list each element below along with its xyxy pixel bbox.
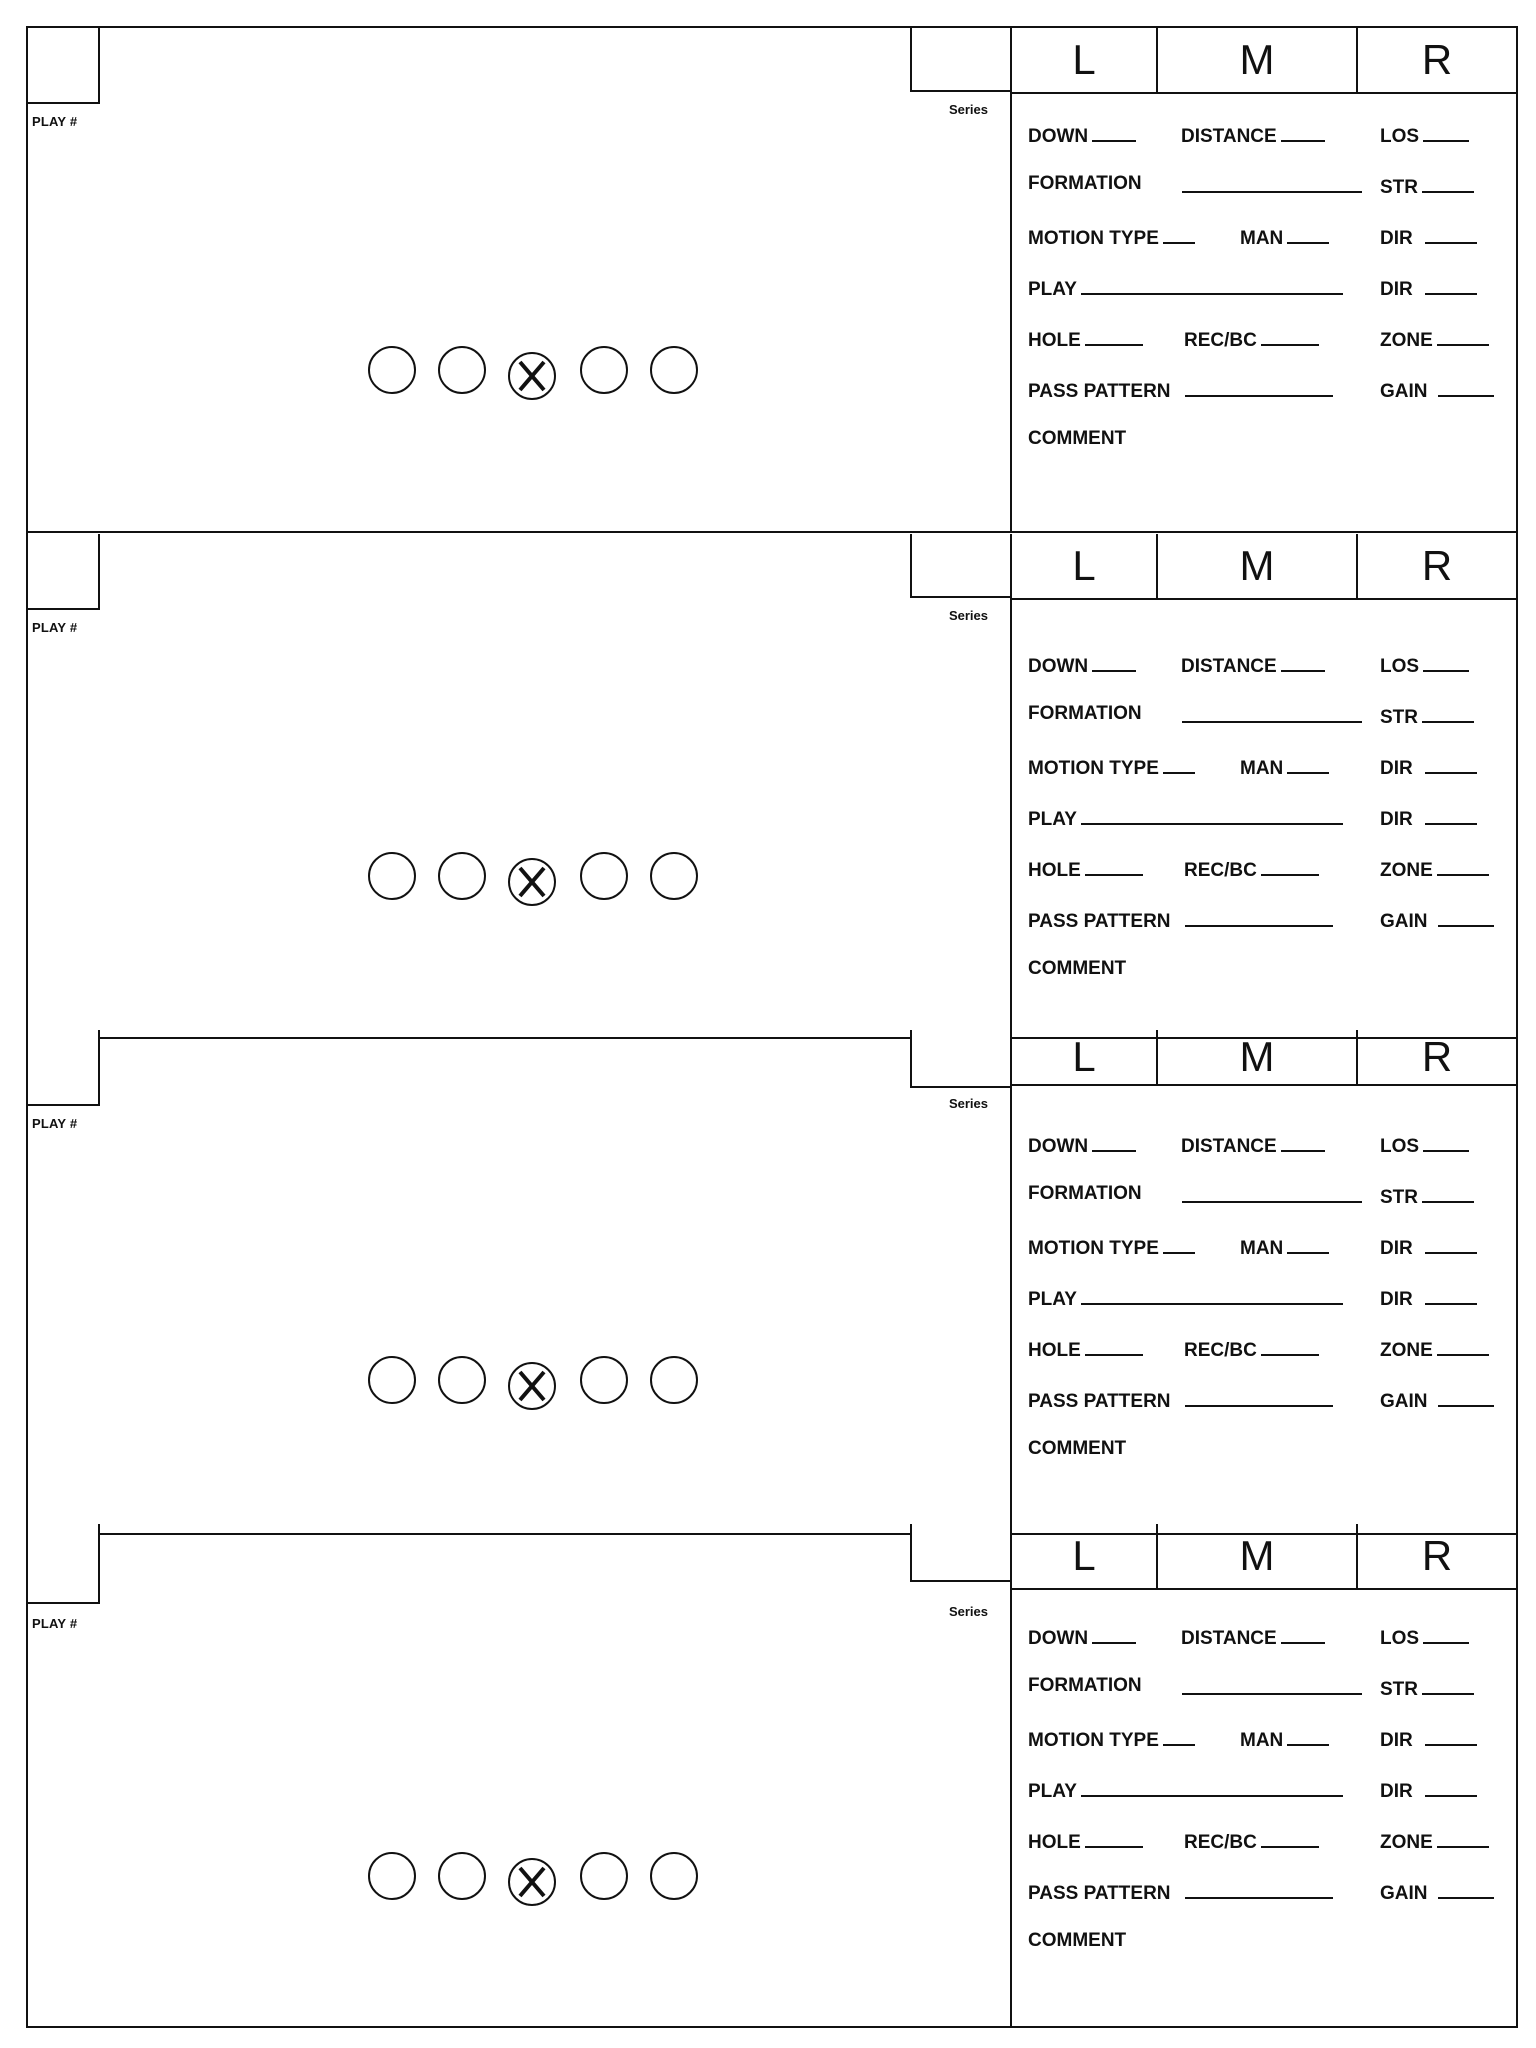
comment-label[interactable]: COMMENT xyxy=(1028,1930,1127,1951)
formation-field[interactable] xyxy=(1182,1183,1362,1203)
field-row-play xyxy=(1028,1777,1508,1828)
play-diagram-area[interactable] xyxy=(28,534,1012,1037)
str-label: STR xyxy=(1380,1679,1418,1700)
field-row-down xyxy=(1028,1624,1508,1675)
gain-field[interactable] xyxy=(1438,1387,1494,1407)
motion-type-label: MOTION TYPE xyxy=(1028,758,1159,779)
motion-type-label: MOTION TYPE xyxy=(1028,1238,1159,1259)
dir-label: DIR xyxy=(1380,228,1413,249)
field-row-comment xyxy=(1028,1438,1508,1489)
gain-label: GAIN xyxy=(1380,911,1428,932)
x-icon xyxy=(508,858,556,906)
x-icon xyxy=(508,352,556,400)
column-left[interactable]: L xyxy=(1012,28,1158,92)
los-label: LOS xyxy=(1380,1136,1420,1157)
field-row-pass xyxy=(1028,377,1508,428)
formation-label: FORMATION xyxy=(1028,1675,1142,1696)
motion-type-field[interactable] xyxy=(1163,1234,1195,1254)
play-card-1 xyxy=(28,28,1516,533)
str-label: STR xyxy=(1380,1187,1418,1208)
field-row-motion xyxy=(1028,224,1508,275)
down-label: DOWN xyxy=(1028,1628,1089,1649)
field-row-formation xyxy=(1028,1675,1508,1726)
man-label: MAN xyxy=(1240,228,1284,249)
series-box[interactable] xyxy=(910,1030,1010,1088)
column-right[interactable]: R xyxy=(1421,1033,1453,1080)
los-label: LOS xyxy=(1380,126,1420,147)
los-label: LOS xyxy=(1380,656,1420,677)
down-label: DOWN xyxy=(1028,656,1089,677)
play-number-label: PLAY # xyxy=(32,1616,78,1631)
distance-label: DISTANCE xyxy=(1181,126,1277,147)
distance-field[interactable] xyxy=(1281,1132,1325,1152)
play-card-2 xyxy=(28,534,1516,1039)
hole-label: HOLE xyxy=(1028,860,1081,881)
dir-field[interactable] xyxy=(1425,224,1477,244)
column-middle[interactable]: M xyxy=(1158,1030,1358,1084)
motion-type-field[interactable] xyxy=(1163,224,1195,244)
lineman-circle xyxy=(368,1356,416,1404)
play-dir-field[interactable] xyxy=(1425,275,1477,295)
play-dir-label: DIR xyxy=(1380,1289,1413,1310)
lineman-circle xyxy=(650,1356,698,1404)
pass-pattern-field[interactable] xyxy=(1185,1879,1333,1899)
offensive-line xyxy=(368,1356,748,1412)
pass-pattern-label: PASS PATTERN xyxy=(1028,911,1171,932)
rec-bc-label: REC/BC xyxy=(1184,860,1257,881)
series-label: Series xyxy=(948,1604,988,1619)
lineman-circle xyxy=(580,346,628,394)
lineman-circle xyxy=(438,346,486,394)
column-left[interactable]: L xyxy=(1012,1524,1158,1588)
distance-field[interactable] xyxy=(1281,652,1325,672)
man-field[interactable] xyxy=(1287,224,1329,244)
pass-pattern-label: PASS PATTERN xyxy=(1028,381,1171,402)
field-row-pass xyxy=(1028,1387,1508,1438)
zone-label: ZONE xyxy=(1380,330,1433,351)
zone-label: ZONE xyxy=(1380,860,1433,881)
column-left[interactable]: L xyxy=(1012,534,1158,598)
hole-field[interactable] xyxy=(1085,1336,1143,1356)
gain-label: GAIN xyxy=(1380,1883,1428,1904)
str-field[interactable] xyxy=(1422,1675,1474,1695)
man-label: MAN xyxy=(1240,758,1284,779)
field-row-comment xyxy=(1028,428,1508,479)
str-label: STR xyxy=(1380,177,1418,198)
play-label: PLAY xyxy=(1028,809,1077,830)
motion-type-field[interactable] xyxy=(1163,1726,1195,1746)
rec-bc-label: REC/BC xyxy=(1184,1340,1257,1361)
play-info-panel xyxy=(1012,534,1516,1037)
down-field[interactable] xyxy=(1092,1132,1136,1152)
los-label: LOS xyxy=(1380,1628,1420,1649)
column-right[interactable]: R xyxy=(1421,36,1453,83)
column-middle[interactable]: M xyxy=(1158,1524,1358,1588)
field-list xyxy=(1028,1132,1508,1489)
field-row-down xyxy=(1028,652,1508,703)
man-field[interactable] xyxy=(1287,1234,1329,1254)
play-number-box[interactable] xyxy=(28,1524,100,1604)
str-label: STR xyxy=(1380,707,1418,728)
rec-bc-label: REC/BC xyxy=(1184,1832,1257,1853)
dir-field[interactable] xyxy=(1425,1726,1477,1746)
play-card-3 xyxy=(28,1030,1516,1535)
center-x-marker xyxy=(508,1362,556,1410)
play-number-label: PLAY # xyxy=(32,620,78,635)
pass-pattern-field[interactable] xyxy=(1185,1387,1333,1407)
play-dir-label: DIR xyxy=(1380,279,1413,300)
lineman-circle xyxy=(580,1356,628,1404)
lineman-circle xyxy=(650,1852,698,1900)
field-row-hole xyxy=(1028,1336,1508,1387)
play-diagram-area[interactable] xyxy=(28,1030,1012,1533)
distance-field[interactable] xyxy=(1281,122,1325,142)
zone-field[interactable] xyxy=(1437,856,1489,876)
play-dir-label: DIR xyxy=(1380,809,1413,830)
lineman-circle xyxy=(580,1852,628,1900)
series-box[interactable] xyxy=(910,1524,1010,1582)
hole-label: HOLE xyxy=(1028,1340,1081,1361)
down-field[interactable] xyxy=(1092,122,1136,142)
gain-field[interactable] xyxy=(1438,377,1494,397)
hole-field[interactable] xyxy=(1085,1828,1143,1848)
field-row-formation xyxy=(1028,173,1508,224)
dir-field[interactable] xyxy=(1425,1234,1477,1254)
man-label: MAN xyxy=(1240,1238,1284,1259)
play-label: PLAY xyxy=(1028,1289,1077,1310)
column-middle[interactable]: M xyxy=(1158,28,1358,92)
hole-label: HOLE xyxy=(1028,1832,1081,1853)
field-row-motion xyxy=(1028,754,1508,805)
hole-field[interactable] xyxy=(1085,326,1143,346)
rec-bc-field[interactable] xyxy=(1261,1336,1319,1356)
field-row-comment xyxy=(1028,958,1508,1009)
dir-label: DIR xyxy=(1380,1730,1413,1751)
lineman-circle xyxy=(438,1356,486,1404)
pass-pattern-label: PASS PATTERN xyxy=(1028,1883,1171,1904)
field-row-hole xyxy=(1028,856,1508,907)
column-middle[interactable]: M xyxy=(1158,534,1358,598)
x-icon xyxy=(508,1858,556,1906)
field-row-hole xyxy=(1028,1828,1508,1879)
zone-field[interactable] xyxy=(1437,1828,1489,1848)
series-label: Series xyxy=(948,608,988,623)
play-number-label: PLAY # xyxy=(32,1116,78,1131)
rec-bc-field[interactable] xyxy=(1261,326,1319,346)
field-row-formation xyxy=(1028,703,1508,754)
play-card-4 xyxy=(28,1524,1516,2026)
formation-label: FORMATION xyxy=(1028,173,1142,194)
field-row-pass xyxy=(1028,1879,1508,1930)
field-list xyxy=(1028,1624,1508,1981)
play-field[interactable] xyxy=(1081,275,1343,295)
lmr-header xyxy=(1012,1030,1516,1086)
rec-bc-field[interactable] xyxy=(1261,1828,1319,1848)
field-row-motion xyxy=(1028,1726,1508,1777)
field-row-down xyxy=(1028,122,1508,173)
formation-field[interactable] xyxy=(1182,173,1362,193)
man-field[interactable] xyxy=(1287,1726,1329,1746)
formation-label: FORMATION xyxy=(1028,703,1142,724)
motion-type-field[interactable] xyxy=(1163,754,1195,774)
play-label: PLAY xyxy=(1028,279,1077,300)
field-row-hole xyxy=(1028,326,1508,377)
formation-field[interactable] xyxy=(1182,1675,1362,1695)
field-row-play xyxy=(1028,805,1508,856)
down-label: DOWN xyxy=(1028,126,1089,147)
field-list xyxy=(1028,122,1508,479)
center-x-marker xyxy=(508,1858,556,1906)
rec-bc-label: REC/BC xyxy=(1184,330,1257,351)
comment-label[interactable]: COMMENT xyxy=(1028,958,1127,979)
distance-label: DISTANCE xyxy=(1181,656,1277,677)
field-row-formation xyxy=(1028,1183,1508,1234)
down-field[interactable] xyxy=(1092,1624,1136,1644)
play-dir-label: DIR xyxy=(1380,1781,1413,1802)
lmr-header xyxy=(1012,28,1516,94)
field-list xyxy=(1028,652,1508,1009)
dir-label: DIR xyxy=(1380,758,1413,779)
motion-type-label: MOTION TYPE xyxy=(1028,228,1159,249)
center-x-marker xyxy=(508,858,556,906)
field-row-motion xyxy=(1028,1234,1508,1285)
dir-label: DIR xyxy=(1380,1238,1413,1259)
series-label: Series xyxy=(948,1096,988,1111)
lineman-circle xyxy=(368,346,416,394)
formation-label: FORMATION xyxy=(1028,1183,1142,1204)
str-field[interactable] xyxy=(1422,703,1474,723)
column-right[interactable]: R xyxy=(1421,542,1453,589)
hole-field[interactable] xyxy=(1085,856,1143,876)
play-field[interactable] xyxy=(1081,805,1343,825)
down-field[interactable] xyxy=(1092,652,1136,672)
field-row-play xyxy=(1028,275,1508,326)
str-field[interactable] xyxy=(1422,1183,1474,1203)
distance-label: DISTANCE xyxy=(1181,1628,1277,1649)
los-field[interactable] xyxy=(1423,122,1469,142)
series-label: Series xyxy=(948,102,988,117)
formation-field[interactable] xyxy=(1182,703,1362,723)
zone-field[interactable] xyxy=(1437,1336,1489,1356)
motion-type-label: MOTION TYPE xyxy=(1028,1730,1159,1751)
column-right[interactable]: R xyxy=(1421,1532,1453,1579)
lmr-header xyxy=(1012,534,1516,600)
play-number-box[interactable] xyxy=(28,1030,100,1106)
los-field[interactable] xyxy=(1423,1132,1469,1152)
series-box[interactable] xyxy=(910,534,1010,598)
play-diagram-area[interactable] xyxy=(28,1524,1012,2026)
field-row-comment xyxy=(1028,1930,1508,1981)
man-field[interactable] xyxy=(1287,754,1329,774)
rec-bc-field[interactable] xyxy=(1261,856,1319,876)
scouting-sheet xyxy=(26,26,1518,2028)
center-x-marker xyxy=(508,352,556,400)
play-number-box[interactable] xyxy=(28,28,100,104)
lineman-circle xyxy=(438,852,486,900)
play-info-panel xyxy=(1012,1524,1516,2026)
play-field[interactable] xyxy=(1081,1777,1343,1797)
offensive-line xyxy=(368,346,748,402)
lineman-circle xyxy=(438,1852,486,1900)
offensive-line xyxy=(368,1852,748,1908)
hole-label: HOLE xyxy=(1028,330,1081,351)
comment-label[interactable]: COMMENT xyxy=(1028,428,1127,449)
play-number-label: PLAY # xyxy=(32,114,78,129)
lineman-circle xyxy=(368,852,416,900)
play-info-panel xyxy=(1012,28,1516,531)
gain-field[interactable] xyxy=(1438,1879,1494,1899)
gain-label: GAIN xyxy=(1380,381,1428,402)
field-row-pass xyxy=(1028,907,1508,958)
distance-label: DISTANCE xyxy=(1181,1136,1277,1157)
los-field[interactable] xyxy=(1423,652,1469,672)
zone-label: ZONE xyxy=(1380,1340,1433,1361)
play-dir-field[interactable] xyxy=(1425,805,1477,825)
down-label: DOWN xyxy=(1028,1136,1089,1157)
offensive-line xyxy=(368,852,748,908)
gain-field[interactable] xyxy=(1438,907,1494,927)
dir-field[interactable] xyxy=(1425,754,1477,774)
man-label: MAN xyxy=(1240,1730,1284,1751)
lineman-circle xyxy=(650,852,698,900)
field-row-down xyxy=(1028,1132,1508,1183)
comment-label[interactable]: COMMENT xyxy=(1028,1438,1127,1459)
pass-pattern-field[interactable] xyxy=(1185,377,1333,397)
zone-field[interactable] xyxy=(1437,326,1489,346)
lineman-circle xyxy=(580,852,628,900)
distance-field[interactable] xyxy=(1281,1624,1325,1644)
str-field[interactable] xyxy=(1422,173,1474,193)
play-dir-field[interactable] xyxy=(1425,1777,1477,1797)
gain-label: GAIN xyxy=(1380,1391,1428,1412)
pass-pattern-field[interactable] xyxy=(1185,907,1333,927)
play-dir-field[interactable] xyxy=(1425,1285,1477,1305)
lineman-circle xyxy=(368,1852,416,1900)
lmr-header xyxy=(1012,1524,1516,1590)
x-icon xyxy=(508,1362,556,1410)
series-box[interactable] xyxy=(910,28,1010,92)
play-field[interactable] xyxy=(1081,1285,1343,1305)
play-number-box[interactable] xyxy=(28,534,100,610)
column-left[interactable]: L xyxy=(1012,1030,1158,1084)
play-label: PLAY xyxy=(1028,1781,1077,1802)
play-info-panel xyxy=(1012,1030,1516,1533)
play-diagram-area[interactable] xyxy=(28,28,1012,531)
zone-label: ZONE xyxy=(1380,1832,1433,1853)
field-row-play xyxy=(1028,1285,1508,1336)
los-field[interactable] xyxy=(1423,1624,1469,1644)
pass-pattern-label: PASS PATTERN xyxy=(1028,1391,1171,1412)
lineman-circle xyxy=(650,346,698,394)
